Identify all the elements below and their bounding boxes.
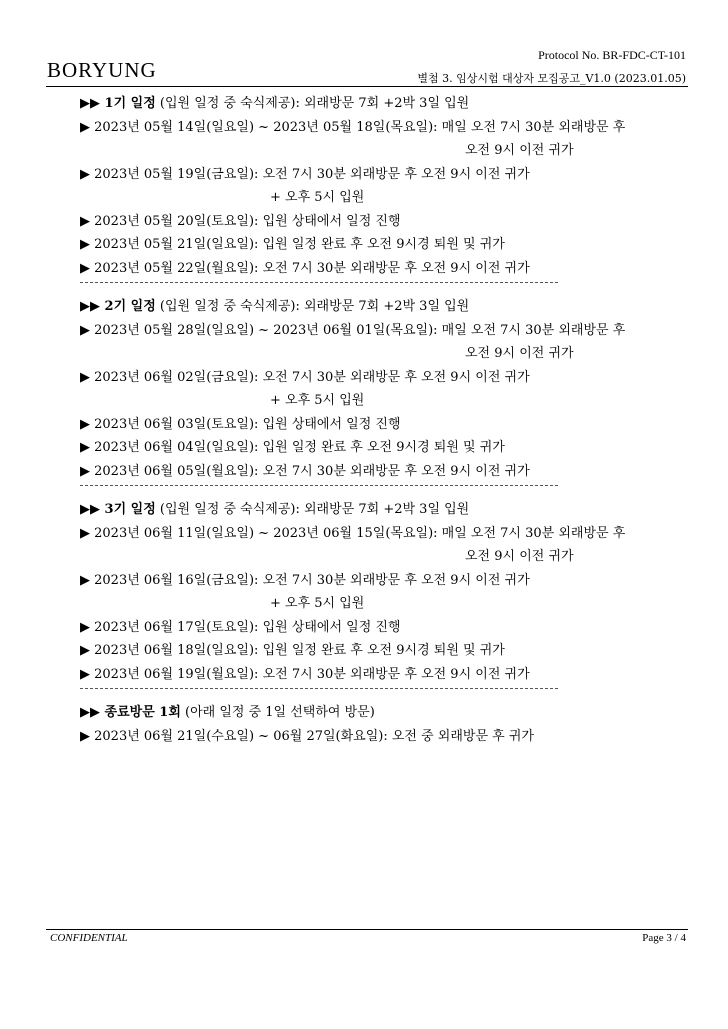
schedule-line: ▶ 2023년 06월 16일(금요일): 오전 7시 30분 외래방문 후 오전 9시 이전 귀가 (80, 572, 530, 588)
brand-logo: BORYUNG (47, 58, 157, 82)
header-rule (46, 86, 688, 87)
schedule-line: ▶ 2023년 06월 03일(토요일): 입원 상태에서 일정 진행 (80, 416, 401, 432)
section-divider (80, 282, 558, 291)
schedule-line: ▶ 2023년 06월 02일(금요일): 오전 7시 30분 외래방문 후 오전 9시 이전 귀가 (80, 369, 530, 385)
schedule-line: ▶ 2023년 06월 18일(일요일): 입원 일정 완료 후 오전 9시경 퇴원 및 귀가 (80, 643, 505, 658)
footer-rule (46, 929, 688, 930)
schedule-line: ▶ 2023년 06월 19일(월요일): 오전 7시 30분 외래방문 후 오전 9시 이전 귀가 (80, 666, 530, 682)
schedule-line: ▶ 2023년 06월 17일(토요일): 입원 상태에서 일정 진행 (80, 619, 401, 635)
schedule-line-continuation: 오전 9시 이전 귀가 (465, 346, 574, 361)
schedule-line-continuation: + 오후 5시 입원 (270, 393, 365, 408)
schedule-line: ▶ 2023년 06월 21일(수요일) ~ 06월 27일(화요일): 오전 중 외래방문 후 귀가 (80, 728, 534, 744)
schedule-line: ▶ 2023년 05월 22일(월요일): 오전 7시 30분 외래방문 후 오전 9시 이전 귀가 (80, 260, 530, 276)
schedule-line: ▶ 2023년 06월 04일(일요일): 입원 일정 완료 후 오전 9시경 퇴원 및 귀가 (80, 440, 505, 455)
schedule-line: ▶ 2023년 06월 05일(월요일): 오전 7시 30분 외래방문 후 오전 9시 이전 귀가 (80, 463, 530, 479)
schedule-line-continuation: 오전 9시 이전 귀가 (465, 143, 574, 158)
document-subtitle: 별첨 3. 임상시험 대상자 모집공고_V1.0 (2023.01.05) (417, 72, 686, 85)
schedule-line-continuation: + 오후 5시 입원 (270, 190, 365, 205)
schedule-line: ▶ 2023년 05월 21일(일요일): 입원 일정 완료 후 오전 9시경 퇴원 및 귀가 (80, 237, 505, 252)
section-heading: ▶▶ 종료방문 1회 (아래 일정 중 1일 선택하여 방문) (80, 705, 375, 720)
section-heading: ▶▶ 1기 일정 (입원 일정 중 숙식제공): 외래방문 7회 +2박 3일 입원 (80, 96, 470, 111)
protocol-number: Protocol No. BR-FDC-CT-101 (538, 48, 686, 62)
schedule-line: ▶ 2023년 05월 28일(일요일) ~ 2023년 06월 01일(목요일): 매일 오전 7시 30분 외래방문 후 (80, 322, 626, 338)
section-heading: ▶▶ 3기 일정 (입원 일정 중 숙식제공): 외래방문 7회 +2박 3일 입원 (80, 502, 470, 517)
schedule-line: ▶ 2023년 05월 19일(금요일): 오전 7시 30분 외래방문 후 오전 9시 이전 귀가 (80, 166, 530, 182)
schedule-line-continuation: 오전 9시 이전 귀가 (465, 549, 574, 564)
section-divider (80, 688, 558, 697)
section-divider (80, 485, 558, 494)
schedule-line: ▶ 2023년 05월 20일(토요일): 입원 상태에서 일정 진행 (80, 213, 401, 229)
schedule-line: ▶ 2023년 06월 11일(일요일) ~ 2023년 06월 15일(목요일): 매일 오전 7시 30분 외래방문 후 (80, 525, 626, 541)
schedule-line-continuation: + 오후 5시 입원 (270, 596, 365, 611)
confidential-label: CONFIDENTIAL (50, 932, 128, 944)
schedule-line: ▶ 2023년 05월 14일(일요일) ~ 2023년 05월 18일(목요일): 매일 오전 7시 30분 외래방문 후 (80, 119, 626, 135)
section-heading: ▶▶ 2기 일정 (입원 일정 중 숙식제공): 외래방문 7회 +2박 3일 입원 (80, 299, 470, 314)
page-number: Page 3 / 4 (642, 932, 686, 944)
schedule-content (80, 92, 680, 748)
